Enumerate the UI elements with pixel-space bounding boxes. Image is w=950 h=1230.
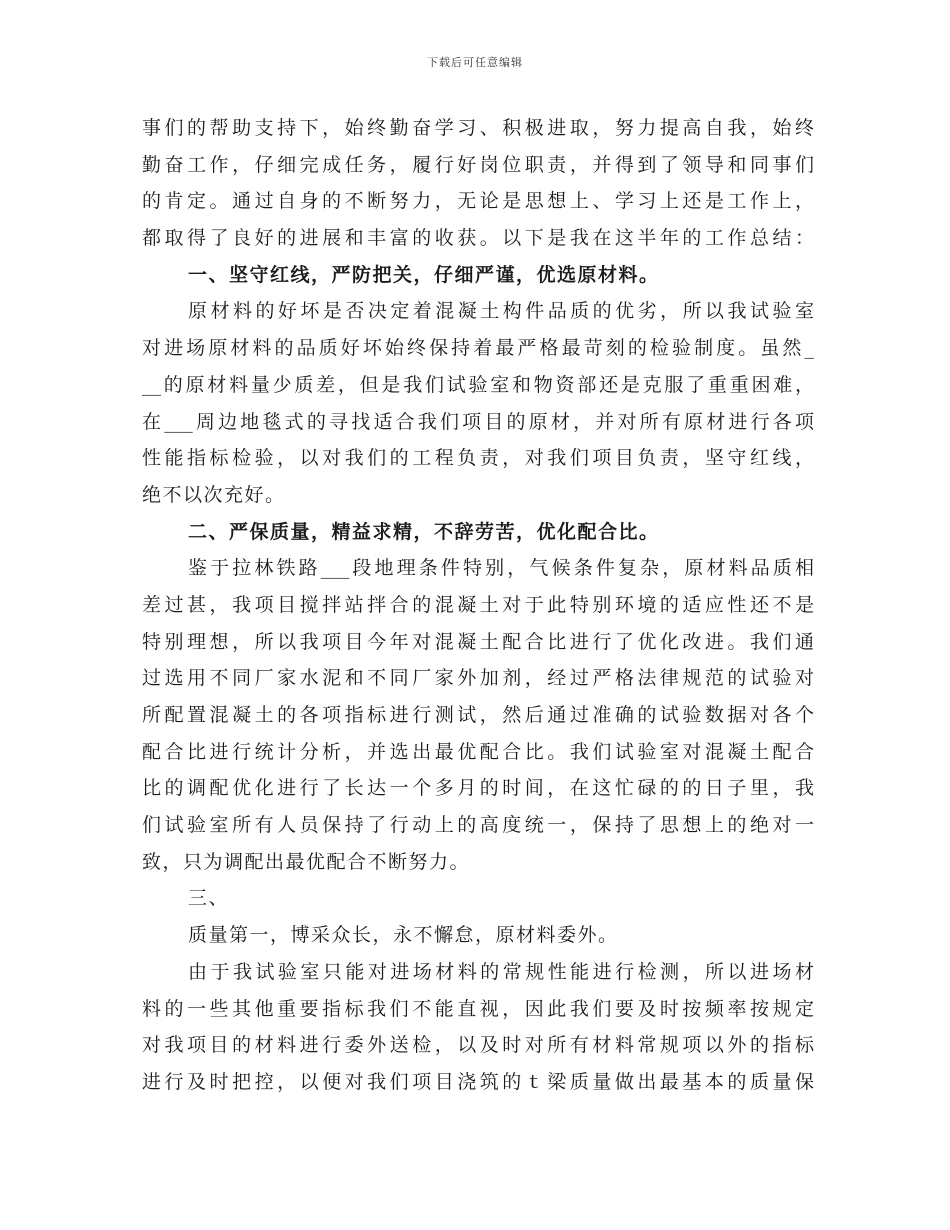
text-line: __的原材料量少质差，但是我们试验室和物资部还是克服了重重困难， bbox=[142, 373, 814, 396]
text-line: 原材料的好坏是否决定着混凝土构件品质的优劣，所以我试验室 bbox=[188, 300, 814, 323]
text-line: 由于我试验室只能对进场材料的常规性能进行检测，所以进场材 bbox=[188, 960, 814, 983]
text-line: 对进场原材料的品质好坏始终保持着最严格最苛刻的检验制度。虽然_ bbox=[142, 337, 814, 360]
text-line: 所配置混凝土的各项指标进行测试，然后通过准确的试验数据对各个 bbox=[142, 704, 814, 726]
text-line: 配合比进行统计分析，并选出最优配合比。我们试验室对混凝土配合 bbox=[142, 740, 814, 763]
text-line: 们试验室所有人员保持了行动上的高度统一，保持了思想上的绝对一 bbox=[142, 814, 814, 837]
text-line: 对我项目的材料进行委外送检，以及时对所有材料常规项以外的指标 bbox=[142, 1034, 814, 1057]
text-line: 差过甚，我项目搅拌站拌合的混凝土对于此特别环境的适应性还不是 bbox=[142, 593, 814, 616]
section-heading-1: 一、坚守红线，严防把关，仔细严谨，优选原材料。 bbox=[188, 263, 660, 286]
text-line: 过选用不同厂家水泥和不同厂家外加剂，经过严格法律规范的试验对 bbox=[142, 667, 814, 690]
section-heading-3-number: 三、 bbox=[188, 887, 230, 910]
document-body bbox=[142, 110, 814, 1101]
text-line: 鉴于拉林铁路___段地理条件特别，气候条件复杂，原材料品质相 bbox=[188, 557, 814, 580]
text-line: 进行及时把控，以便对我们项目浇筑的ｔ梁质量做出最基本的质量保 bbox=[142, 1070, 814, 1093]
text-line: 料的一些其他重要指标我们不能直视，因此我们要及时按频率按规定 bbox=[142, 997, 814, 1020]
page-header: 下载后可任意编辑 bbox=[427, 56, 523, 69]
text-line: 致，只为调配出最优配合不断努力。 bbox=[142, 850, 471, 873]
text-line: 比的调配优化进行了长达一个多月的时间，在这忙碌的的日子里，我 bbox=[142, 777, 814, 800]
text-line: 都取得了良好的进展和丰富的收获。以下是我在这半年的工作总结： bbox=[142, 227, 814, 250]
text-line: 性能指标检验，以对我们的工程负责，对我们项目负责，坚守红线， bbox=[142, 447, 814, 470]
text-line: 的肯定。通过自身的不断努力，无论是思想上、学习上还是工作上， bbox=[142, 190, 814, 213]
text-line: 勤奋工作，仔细完成任务，履行好岗位职责，并得到了领导和同事们 bbox=[142, 153, 814, 176]
text-line: 在___周边地毯式的寻找适合我们项目的原材，并对所有原材进行各项 bbox=[142, 410, 814, 433]
text-line: 绝不以次充好。 bbox=[142, 483, 286, 506]
text-line: 特别理想，所以我项目今年对混凝土配合比进行了优化改进。我们通 bbox=[142, 630, 814, 653]
section-heading-2: 二、严保质量，精益求精，不辞劳苦，优化配合比。 bbox=[188, 520, 660, 543]
text-line: 事们的帮助支持下，始终勤奋学习、积极进取，努力提高自我，始终 bbox=[142, 117, 814, 139]
section-heading-3-text: 质量第一，博采众长，永不懈怠，原材料委外。 bbox=[188, 924, 619, 947]
